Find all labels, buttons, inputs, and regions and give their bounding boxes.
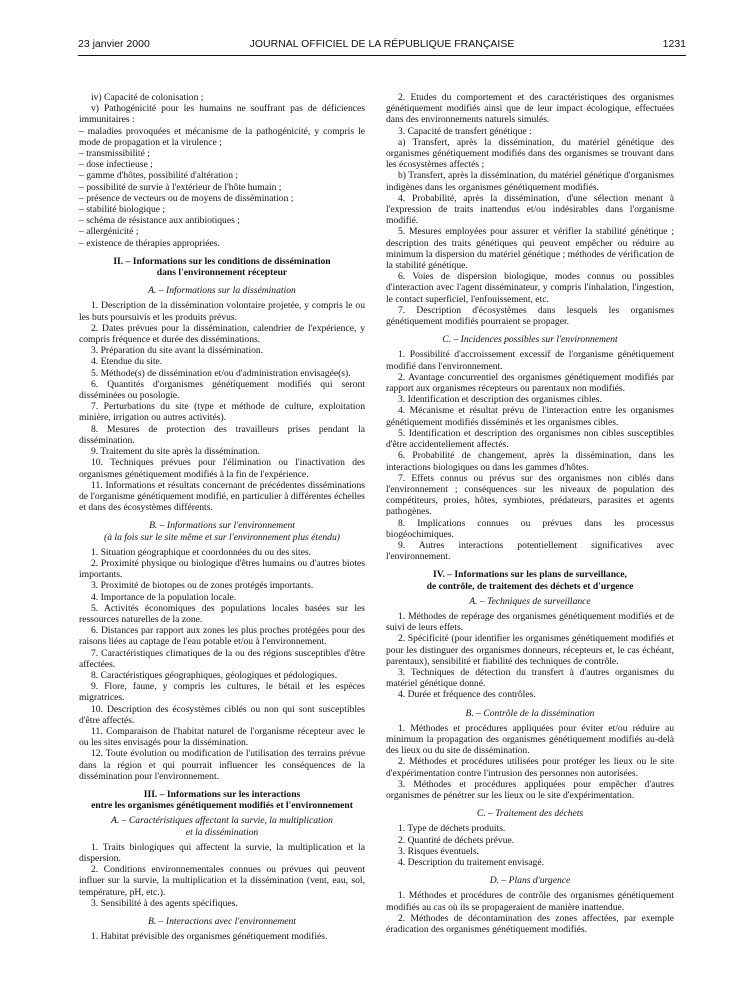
paragraph: v) Pathogénicité pour les humains ne souffrant pas de déficiences immunitaires : xyxy=(79,103,365,126)
numbered-item: 3. Identification et description des organismes cibles. xyxy=(398,394,602,406)
subsection-heading: B. – Interactions avec l'environnement xyxy=(148,916,296,928)
numbered-item: 4. Etendue du site. xyxy=(91,356,163,368)
subsection-heading: C. – Traitement des déchets xyxy=(476,808,584,820)
numbered-item: 1. Habitat prévisible des organismes génétiquement modifiés. xyxy=(91,931,328,943)
numbered-item: 8. Caractéristiques géographiques, géologiques et pédologiques. xyxy=(91,669,338,681)
numbered-item: 1. Type de déchets produits. xyxy=(398,823,506,835)
list-item: – possibilité de survie à l'extérieur de l'hôte humain ; xyxy=(79,181,282,193)
numbered-item: 8. Mesures de protection des travailleurs prises pendant la dissémination. xyxy=(79,423,365,446)
numbered-item: 1. Traits biologiques qui affectent la survie, la multiplication et la dispersion. xyxy=(79,841,365,864)
numbered-item: 1. Situation géographique et coordonnées du ou des sites. xyxy=(91,546,312,558)
lettered-item: b) Transfert, après la dissémination, du matériel génétique d'organismes indigènes dans les organismes génétiquement modifiés. xyxy=(386,170,674,193)
list-item: – existence de thérapies appropriées. xyxy=(79,237,220,249)
numbered-item: 1. Méthodes de repérage des organismes génétiquement modifiés et de suivi de leurs effets. xyxy=(386,610,674,634)
section-heading-iii-line2: entre les organismes génétiquement modifiés et l'environnement xyxy=(91,800,353,812)
numbered-item: 3. Risques éventuels. xyxy=(398,845,480,857)
numbered-item: 7. Effets connus ou prévus sur des organismes non ciblés dans l'environnement ; conséquences sur les niveaux de population des compétiteurs, proies, hôtes, symbiotes, prédateurs, parasites et agents pathogènes. xyxy=(386,472,674,518)
subsection-heading: B. – Informations sur l'environnement xyxy=(149,520,295,532)
numbered-item: 5. Identification et description des organismes non cibles susceptibles d'être accidentellement affectés. xyxy=(386,427,674,451)
journal-title: JOURNAL OFFICIEL DE LA RÉPUBLIQUE FRANÇAISE xyxy=(249,38,515,50)
numbered-item: 2. Dates prévues pour la dissémination, calendrier de l'expérience, y compris fréquence et durée des disséminations. xyxy=(79,322,365,346)
numbered-item: 9. Traitement du site après la dissémination. xyxy=(91,446,260,458)
section-heading-iv-line2: de contrôle, de traitement des déchets et d'urgence xyxy=(426,580,634,592)
numbered-item: 4. Mécanisme et résultat prévu de l'interaction entre les organismes génétiquement modifiés disséminés et les organismes cibles. xyxy=(386,405,674,428)
lettered-item: a) Transfert, après la dissémination, du matériel génétique des organismes génétiquement modifiés dans des organismes se trouvant dans les écosystèmes affectés ; xyxy=(386,136,674,171)
numbered-item: 4. Description du traitement envisagé. xyxy=(398,857,544,868)
paragraph: iv) Capacité de colonisation ; xyxy=(91,92,204,103)
numbered-item: 11. Informations et résultats concernant de précédentes disséminations de l'organisme génétiquement modifié, en particulier à différentes échelles et dans des écosystèmes différents. xyxy=(79,479,365,514)
subsection-heading-note: (à la fois sur le site même et sur l'environnement plus étendu) xyxy=(104,531,340,543)
section-heading-iii: III. – Informations sur les interactions xyxy=(143,788,301,800)
numbered-item: 6. Probabilité de changement, après la dissémination, dans les interactions biologiques ou dans les gammes d'hôtes. xyxy=(386,450,674,473)
numbered-item: 7. Perturbations du site (type et méthode de culture, exploitation minière, irrigation ou autres activités). xyxy=(79,401,365,424)
right-column xyxy=(386,92,674,935)
numbered-item: 6. Voies de dispersion biologique, modes connus ou possibles d'interaction avec l'agent disséminateur, y compris l'inhalation, l'ingestion, le contact superficiel, l'enfouissement, etc. xyxy=(386,271,674,305)
subsection-heading-line2: et la dissémination xyxy=(185,826,259,838)
numbered-item: 2. Etudes du comportement et des caractéristiques des organismes génétiquement modifiés ainsi que de leur impact écologique, effectuées dans des environnements naturels simulés. xyxy=(386,92,674,126)
list-item: – maladies provoquées et mécanisme de la pathogénicité, y compris le mode de propagation et la virulence ; xyxy=(79,125,365,148)
numbered-item: 1. Méthodes et procédures appliquées pour éviter et/ou réduire au minimum la propagation des organismes génétiquement modifiés au-delà des lieux ou du site de dissémination. xyxy=(386,722,674,757)
numbered-item: 9. Autres interactions potentiellement significatives avec l'environnement. xyxy=(386,539,674,563)
v-pathogenicity-list xyxy=(79,92,365,249)
numbered-item: 6. Distances par rapport aux zones les plus proches protégées pour des raisons liées au captage de l'eau potable et/ou à l'environnement. xyxy=(79,625,365,648)
numbered-item: 9. Flore, faune, y compris les cultures, le bétail et les espèces migratrices. xyxy=(79,681,365,704)
list-item: – gamme d'hôtes, possibilité d'altération ; xyxy=(79,170,239,182)
numbered-item: 3. Sensibilité à des agents spécifiques. xyxy=(91,897,238,909)
numbered-item: 2. Méthodes et procédures utilisées pour protéger les lieux ou le site d'expérimentation contre l'intrusion des personnes non autorisées. xyxy=(386,756,674,779)
section-heading-iv: IV. – Informations sur les plans de surveillance, xyxy=(433,569,627,581)
numbered-item: 2. Quantité de déchets prévue. xyxy=(398,834,515,846)
numbered-item: 12. Toute évolution ou modification de l'utilisation des terrains prévue dans la région et qui pourrait influencer les conséquences de la dissémination pour l'environnement. xyxy=(79,748,365,782)
subsection-heading: C. – Incidences possibles sur l'environnement xyxy=(442,334,618,346)
numbered-item: 8. Implications connues ou prévues dans les processus biogéochimiques. xyxy=(386,517,674,540)
numbered-item: 3. Techniques de détection du transfert à d'autres organismes du matériel génétique donné. xyxy=(386,666,674,690)
subsection-heading: A. – Techniques de surveillance xyxy=(469,595,591,607)
section-heading-ii-line2: dans l'environnement récepteur xyxy=(156,267,288,279)
numbered-item: 1. Méthodes et procédures de contrôle des organismes génétiquement modifiés au cas où ils se propageraient de manière inattendue. xyxy=(386,890,674,913)
list-item: – transmissibilité ; xyxy=(79,148,150,160)
numbered-item: 7. Caractéristiques climatiques de la ou des régions susceptibles d'être affectées. xyxy=(79,647,365,670)
list-item: – stabilité biologique ; xyxy=(79,204,166,216)
subsection-heading: D. – Plans d'urgence xyxy=(489,875,571,887)
subsection-heading: B. – Contrôle de la dissémination xyxy=(465,707,595,719)
numbered-item: 7. Description d'écosystèmes dans lesquels les organismes génétiquement modifiés pourraient se propager. xyxy=(386,304,674,328)
numbered-item: 4. Importance de la population locale. xyxy=(91,591,237,603)
numbered-item: 3. Méthodes et procédures appliquées pour empêcher d'autres organismes de pénétrer sur les lieux ou le site d'expérimentation. xyxy=(386,778,674,801)
numbered-item: 3. Capacité de transfert génétique : xyxy=(398,125,532,137)
numbered-item: 5. Méthode(s) de dissémination et/ou d'administration envisagée(s). xyxy=(91,367,351,379)
numbered-item: 10. Description des écosystèmes ciblés ou non qui sont susceptibles d'être affectés. xyxy=(79,703,365,726)
subsection-heading: A. – Informations sur la dissémination xyxy=(148,285,296,297)
numbered-item: 4. Probabilité, après la dissémination, d'une sélection menant à l'expression de traits inattendus et/ou indésirables dans l'organisme modifié. xyxy=(386,192,674,227)
numbered-item: 6. Quantités d'organismes génétiquement modifiés qui seront disséminées ou posologie. xyxy=(79,378,365,402)
subsection-heading: A. – Caractéristiques affectant la survie, la multiplication xyxy=(111,815,333,827)
numbered-item: 1. Description de la dissémination volontaire projetée, y compris le ou les buts poursuivis et les produits prévus. xyxy=(79,300,365,323)
numbered-item: 4. Durée et fréquence des contrôles. xyxy=(398,689,536,701)
left-column xyxy=(79,92,365,942)
numbered-item: 3. Proximité de biotopes ou de zones protégés importants. xyxy=(91,580,314,592)
numbered-item: 2. Avantage concurrentiel des organismes génétiquement modifiés par rapport aux organismes récepteurs ou parentaux non modifiés. xyxy=(386,371,674,395)
numbered-item: 2. Méthodes de décontamination des zones affectées, par exemple éradication des organismes génétiquement modifiés. xyxy=(386,912,674,936)
page-header xyxy=(78,38,686,54)
list-item: – allergénicité ; xyxy=(79,226,139,238)
numbered-item: 1. Possibilité d'accroissement excessif de l'organisme génétiquement modifié dans l'environnement. xyxy=(386,349,674,372)
list-item: – présence de vecteurs ou de moyens de dissémination ; xyxy=(79,192,294,204)
list-item: – schéma de résistance aux antibiotiques ; xyxy=(79,215,240,227)
numbered-item: 11. Comparaison de l'habitat naturel de l'organisme récepteur avec le ou les sites envisagés pour la dissémination. xyxy=(79,725,365,749)
numbered-item: 3. Préparation du site avant la dissémination. xyxy=(91,345,264,357)
issue-date: 23 janvier 2000 xyxy=(78,38,150,50)
numbered-item: 2. Proximité physique ou biologique d'êtres humains ou d'autres biotes importants. xyxy=(79,557,365,581)
numbered-item: 10. Techniques prévues pour l'élimination ou l'inactivation des organismes génétiquement modifiés à la fin de l'expérience. xyxy=(79,457,365,480)
list-item: – dose infectieuse ; xyxy=(79,159,153,171)
numbered-item: 2. Conditions environnementales connues ou prévues qui peuvent influer sur la survie, la multiplication et la dissémination (vent, eau, sol, température, pH, etc.). xyxy=(79,864,365,898)
header-rule xyxy=(78,55,686,56)
page-number: 1231 xyxy=(662,38,686,50)
numbered-item: 5. Activités économiques des populations locales basées sur les ressources naturelles de la zone. xyxy=(79,602,365,625)
numbered-item: 2. Spécificité (pour identifier les organismes génétiquement modifiés et pour les distinguer des organismes donneurs, récepteurs et, le cas échéant, parentaux), sensibilité et fiabilité des techniques de contrôle. xyxy=(386,633,674,667)
numbered-item: 5. Mesures employées pour assurer et vérifier la stabilité génétique ; description des traits génétiques qui peuvent empêcher ou réduire au minimum la dispersion du matériel génétique ; méthodes de vérification de la stabilité génétique. xyxy=(386,226,674,272)
section-heading-ii: II. – Informations sur les conditions de dissémination xyxy=(113,255,331,267)
